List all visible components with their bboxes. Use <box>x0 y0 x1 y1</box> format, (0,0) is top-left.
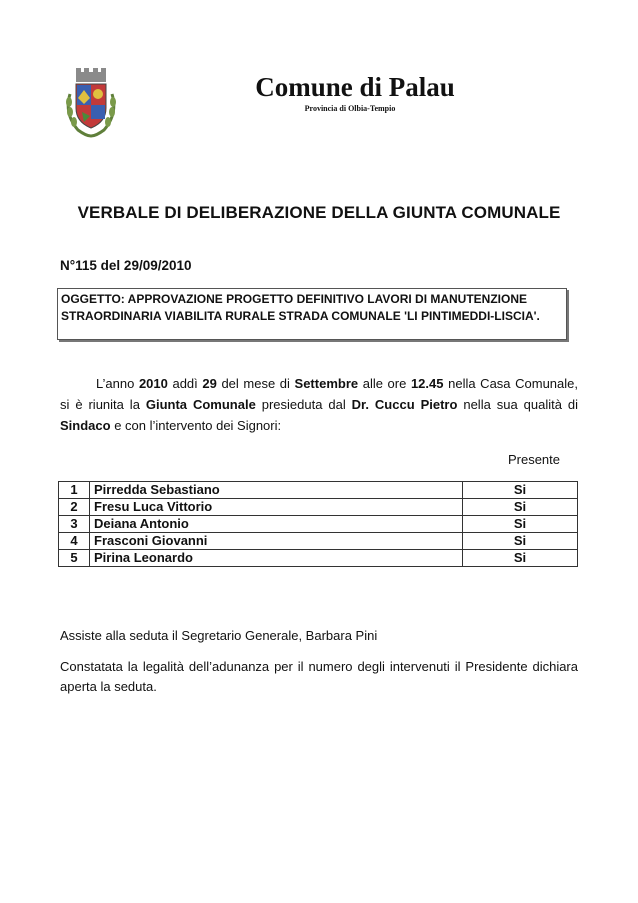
table-row <box>59 533 578 550</box>
document-title: VERBALE DI DELIBERAZIONE DELLA GIUNTA COMUNALE <box>77 203 561 222</box>
municipality-name: Comune di Palau <box>255 72 455 102</box>
table-row <box>59 550 578 567</box>
intro-time: 12.45 <box>410 376 444 391</box>
member-number: 4 <box>59 533 90 550</box>
intro-body: Giunta Comunale <box>145 397 256 412</box>
member-number: 2 <box>59 499 90 516</box>
intro-text: L’anno <box>96 376 139 391</box>
table-row <box>59 482 578 499</box>
intro-text: presieduta dal <box>255 397 352 412</box>
intro-month: Settembre <box>294 376 359 391</box>
deliberation-number: N°115 del 29/09/2010 <box>60 258 192 273</box>
intro-role: Sindaco <box>60 418 111 433</box>
province-name: Provincia di Olbia-Tempio <box>304 104 396 113</box>
coat-of-arms-icon <box>60 64 122 140</box>
secretary-statement: Assiste alla seduta il Segretario Generale, Barbara Pini <box>60 628 378 643</box>
member-number: 1 <box>59 482 90 499</box>
member-presence: Si <box>463 550 578 567</box>
quorum-statement: Constatata la legalità dell’adunanza per il numero degli intervenuti il Presidente dichiara aperta la seduta. <box>60 659 578 694</box>
intro-paragraph <box>60 373 578 436</box>
table-row <box>59 516 578 533</box>
table-row <box>59 499 578 516</box>
intro-year: 2010 <box>138 376 168 391</box>
member-presence: Si <box>463 516 578 533</box>
intro-text: del mese di <box>216 376 295 391</box>
presence-column-header: Presente <box>507 452 561 467</box>
member-name: Pirina Leonardo <box>90 550 463 567</box>
subject-box: OGGETTO: APPROVAZIONE PROGETTO DEFINITIVO LAVORI DI MANUTENZIONE STRAORDINARIA VIABILITA RURALE STRADA COMUNALE 'LI PINTIMEDDI-LISCIA'. <box>57 288 567 340</box>
member-name: Frasconi Giovanni <box>90 533 463 550</box>
intro-text: e con l’intervento dei Signori: <box>110 418 282 433</box>
member-name: Pirredda Sebastiano <box>90 482 463 499</box>
intro-day: 29 <box>202 376 217 391</box>
member-presence: Si <box>463 499 578 516</box>
intro-text: nella sua qualità di <box>457 397 578 412</box>
member-number: 3 <box>59 516 90 533</box>
intro-president: Dr. Cuccu Pietro <box>351 397 458 412</box>
member-name: Fresu Luca Vittorio <box>90 499 463 516</box>
member-presence: Si <box>463 533 578 550</box>
intro-text: addì <box>167 376 203 391</box>
member-presence: Si <box>463 482 578 499</box>
member-name: Deiana Antonio <box>90 516 463 533</box>
member-number: 5 <box>59 550 90 567</box>
intro-text: nella Casa Comunale, si è riunita la <box>60 376 578 412</box>
attendance-table <box>58 481 578 567</box>
intro-text: alle ore <box>358 376 411 391</box>
